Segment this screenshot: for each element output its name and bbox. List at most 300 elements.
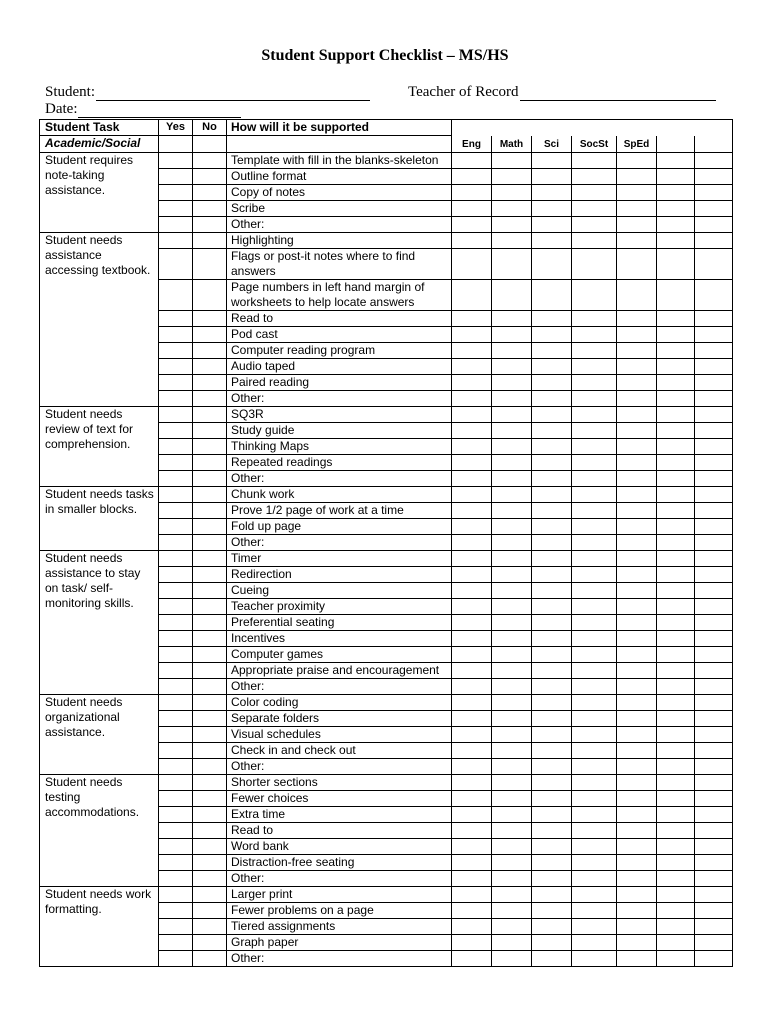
subject-check-cell[interactable] — [695, 216, 733, 232]
subject-check-cell[interactable] — [657, 614, 695, 630]
subject-check-cell[interactable] — [452, 934, 492, 950]
subject-check-cell[interactable] — [452, 326, 492, 342]
no-checkbox-cell[interactable] — [193, 486, 227, 502]
no-checkbox-cell[interactable] — [193, 806, 227, 822]
subject-check-cell[interactable] — [572, 822, 617, 838]
subject-check-cell[interactable] — [532, 598, 572, 614]
subject-check-cell[interactable] — [695, 822, 733, 838]
subject-check-cell[interactable] — [492, 806, 532, 822]
yes-checkbox-cell[interactable] — [159, 758, 193, 774]
yes-checkbox-cell[interactable] — [159, 200, 193, 216]
subject-check-cell[interactable] — [695, 406, 733, 422]
yes-checkbox-cell[interactable] — [159, 870, 193, 886]
yes-checkbox-cell[interactable] — [159, 614, 193, 630]
yes-checkbox-cell[interactable] — [159, 886, 193, 902]
subject-check-cell[interactable] — [492, 694, 532, 710]
yes-checkbox-cell[interactable] — [159, 550, 193, 566]
subject-check-cell[interactable] — [695, 438, 733, 454]
subject-check-cell[interactable] — [492, 902, 532, 918]
subject-check-cell[interactable] — [572, 422, 617, 438]
subject-check-cell[interactable] — [452, 358, 492, 374]
no-checkbox-cell[interactable] — [193, 438, 227, 454]
subject-check-cell[interactable] — [572, 582, 617, 598]
subject-check-cell[interactable] — [695, 854, 733, 870]
subject-check-cell[interactable] — [572, 342, 617, 358]
subject-check-cell[interactable] — [572, 518, 617, 534]
subject-check-cell[interactable] — [617, 662, 657, 678]
subject-check-cell[interactable] — [657, 406, 695, 422]
no-checkbox-cell[interactable] — [193, 152, 227, 168]
subject-check-cell[interactable] — [695, 310, 733, 326]
subject-check-cell[interactable] — [452, 232, 492, 248]
subject-check-cell[interactable] — [492, 326, 532, 342]
subject-check-cell[interactable] — [452, 902, 492, 918]
student-field[interactable] — [45, 84, 370, 101]
subject-check-cell[interactable] — [452, 630, 492, 646]
subject-check-cell[interactable] — [492, 886, 532, 902]
yes-checkbox-cell[interactable] — [159, 582, 193, 598]
subject-check-cell[interactable] — [532, 902, 572, 918]
subject-check-cell[interactable] — [452, 454, 492, 470]
subject-check-cell[interactable] — [572, 248, 617, 279]
subject-check-cell[interactable] — [657, 374, 695, 390]
subject-check-cell[interactable] — [657, 886, 695, 902]
subject-check-cell[interactable] — [572, 454, 617, 470]
subject-check-cell[interactable] — [695, 790, 733, 806]
subject-check-cell[interactable] — [657, 534, 695, 550]
subject-check-cell[interactable] — [492, 742, 532, 758]
subject-check-cell[interactable] — [617, 486, 657, 502]
no-checkbox-cell[interactable] — [193, 726, 227, 742]
subject-check-cell[interactable] — [452, 742, 492, 758]
subject-check-cell[interactable] — [572, 710, 617, 726]
subject-check-cell[interactable] — [452, 184, 492, 200]
subject-check-cell[interactable] — [695, 470, 733, 486]
subject-check-cell[interactable] — [695, 774, 733, 790]
no-checkbox-cell[interactable] — [193, 534, 227, 550]
subject-check-cell[interactable] — [695, 184, 733, 200]
subject-check-cell[interactable] — [617, 790, 657, 806]
subject-check-cell[interactable] — [492, 486, 532, 502]
yes-checkbox-cell[interactable] — [159, 486, 193, 502]
date-field[interactable] — [45, 101, 241, 118]
subject-check-cell[interactable] — [617, 774, 657, 790]
subject-check-cell[interactable] — [572, 534, 617, 550]
no-checkbox-cell[interactable] — [193, 934, 227, 950]
yes-checkbox-cell[interactable] — [159, 216, 193, 232]
subject-check-cell[interactable] — [617, 390, 657, 406]
subject-check-cell[interactable] — [492, 726, 532, 742]
subject-check-cell[interactable] — [617, 216, 657, 232]
subject-check-cell[interactable] — [657, 678, 695, 694]
no-checkbox-cell[interactable] — [193, 358, 227, 374]
subject-check-cell[interactable] — [657, 758, 695, 774]
subject-check-cell[interactable] — [492, 232, 532, 248]
no-checkbox-cell[interactable] — [193, 232, 227, 248]
subject-check-cell[interactable] — [572, 566, 617, 582]
subject-check-cell[interactable] — [695, 502, 733, 518]
subject-check-cell[interactable] — [695, 374, 733, 390]
subject-check-cell[interactable] — [617, 232, 657, 248]
subject-check-cell[interactable] — [532, 838, 572, 854]
subject-check-cell[interactable] — [532, 550, 572, 566]
subject-check-cell[interactable] — [452, 662, 492, 678]
subject-check-cell[interactable] — [532, 710, 572, 726]
subject-check-cell[interactable] — [532, 502, 572, 518]
no-checkbox-cell[interactable] — [193, 518, 227, 534]
subject-check-cell[interactable] — [572, 390, 617, 406]
yes-checkbox-cell[interactable] — [159, 950, 193, 966]
subject-check-cell[interactable] — [532, 486, 572, 502]
no-checkbox-cell[interactable] — [193, 918, 227, 934]
no-checkbox-cell[interactable] — [193, 310, 227, 326]
yes-checkbox-cell[interactable] — [159, 710, 193, 726]
subject-check-cell[interactable] — [492, 310, 532, 326]
subject-check-cell[interactable] — [657, 598, 695, 614]
subject-check-cell[interactable] — [492, 550, 532, 566]
no-checkbox-cell[interactable] — [193, 342, 227, 358]
subject-check-cell[interactable] — [657, 566, 695, 582]
subject-check-cell[interactable] — [452, 806, 492, 822]
subject-check-cell[interactable] — [572, 374, 617, 390]
subject-check-cell[interactable] — [452, 774, 492, 790]
subject-check-cell[interactable] — [452, 598, 492, 614]
subject-check-cell[interactable] — [657, 184, 695, 200]
subject-check-cell[interactable] — [532, 358, 572, 374]
no-checkbox-cell[interactable] — [193, 790, 227, 806]
subject-check-cell[interactable] — [532, 422, 572, 438]
subject-check-cell[interactable] — [492, 390, 532, 406]
subject-check-cell[interactable] — [657, 248, 695, 279]
subject-check-cell[interactable] — [492, 248, 532, 279]
subject-check-cell[interactable] — [657, 726, 695, 742]
subject-check-cell[interactable] — [492, 774, 532, 790]
subject-check-cell[interactable] — [452, 582, 492, 598]
no-checkbox-cell[interactable] — [193, 279, 227, 310]
subject-check-cell[interactable] — [617, 422, 657, 438]
subject-check-cell[interactable] — [617, 566, 657, 582]
subject-check-cell[interactable] — [532, 694, 572, 710]
subject-check-cell[interactable] — [695, 870, 733, 886]
subject-check-cell[interactable] — [695, 710, 733, 726]
subject-check-cell[interactable] — [452, 694, 492, 710]
subject-check-cell[interactable] — [452, 870, 492, 886]
subject-check-cell[interactable] — [532, 200, 572, 216]
subject-check-cell[interactable] — [617, 342, 657, 358]
subject-check-cell[interactable] — [572, 902, 617, 918]
subject-check-cell[interactable] — [492, 646, 532, 662]
subject-check-cell[interactable] — [657, 662, 695, 678]
subject-check-cell[interactable] — [617, 870, 657, 886]
subject-check-cell[interactable] — [695, 598, 733, 614]
subject-check-cell[interactable] — [617, 168, 657, 184]
no-checkbox-cell[interactable] — [193, 422, 227, 438]
subject-check-cell[interactable] — [695, 662, 733, 678]
subject-check-cell[interactable] — [617, 598, 657, 614]
subject-check-cell[interactable] — [452, 854, 492, 870]
no-checkbox-cell[interactable] — [193, 550, 227, 566]
subject-check-cell[interactable] — [532, 279, 572, 310]
subject-check-cell[interactable] — [657, 630, 695, 646]
subject-check-cell[interactable] — [617, 358, 657, 374]
subject-check-cell[interactable] — [532, 582, 572, 598]
subject-check-cell[interactable] — [617, 502, 657, 518]
yes-checkbox-cell[interactable] — [159, 806, 193, 822]
subject-check-cell[interactable] — [617, 200, 657, 216]
yes-checkbox-cell[interactable] — [159, 374, 193, 390]
yes-checkbox-cell[interactable] — [159, 822, 193, 838]
subject-check-cell[interactable] — [657, 902, 695, 918]
subject-check-cell[interactable] — [695, 694, 733, 710]
yes-checkbox-cell[interactable] — [159, 518, 193, 534]
subject-check-cell[interactable] — [452, 248, 492, 279]
subject-check-cell[interactable] — [657, 390, 695, 406]
subject-check-cell[interactable] — [617, 582, 657, 598]
subject-check-cell[interactable] — [695, 168, 733, 184]
subject-check-cell[interactable] — [657, 806, 695, 822]
no-checkbox-cell[interactable] — [193, 248, 227, 279]
subject-check-cell[interactable] — [492, 406, 532, 422]
yes-checkbox-cell[interactable] — [159, 248, 193, 279]
subject-check-cell[interactable] — [695, 646, 733, 662]
subject-check-cell[interactable] — [695, 886, 733, 902]
subject-check-cell[interactable] — [572, 662, 617, 678]
subject-check-cell[interactable] — [617, 822, 657, 838]
subject-check-cell[interactable] — [572, 279, 617, 310]
subject-check-cell[interactable] — [617, 518, 657, 534]
subject-check-cell[interactable] — [657, 710, 695, 726]
no-checkbox-cell[interactable] — [193, 502, 227, 518]
subject-check-cell[interactable] — [695, 902, 733, 918]
subject-check-cell[interactable] — [532, 630, 572, 646]
subject-check-cell[interactable] — [695, 934, 733, 950]
subject-check-cell[interactable] — [492, 854, 532, 870]
subject-check-cell[interactable] — [452, 534, 492, 550]
subject-check-cell[interactable] — [532, 758, 572, 774]
subject-check-cell[interactable] — [532, 806, 572, 822]
subject-check-cell[interactable] — [532, 534, 572, 550]
subject-check-cell[interactable] — [572, 232, 617, 248]
subject-check-cell[interactable] — [617, 438, 657, 454]
yes-checkbox-cell[interactable] — [159, 438, 193, 454]
subject-check-cell[interactable] — [492, 184, 532, 200]
yes-checkbox-cell[interactable] — [159, 342, 193, 358]
subject-check-cell[interactable] — [452, 678, 492, 694]
subject-check-cell[interactable] — [452, 374, 492, 390]
subject-check-cell[interactable] — [572, 630, 617, 646]
subject-check-cell[interactable] — [695, 279, 733, 310]
subject-check-cell[interactable] — [532, 406, 572, 422]
subject-check-cell[interactable] — [452, 390, 492, 406]
subject-check-cell[interactable] — [452, 918, 492, 934]
subject-check-cell[interactable] — [695, 248, 733, 279]
subject-check-cell[interactable] — [617, 152, 657, 168]
subject-check-cell[interactable] — [572, 470, 617, 486]
subject-check-cell[interactable] — [452, 646, 492, 662]
subject-check-cell[interactable] — [695, 232, 733, 248]
subject-check-cell[interactable] — [617, 534, 657, 550]
subject-check-cell[interactable] — [452, 518, 492, 534]
subject-check-cell[interactable] — [452, 168, 492, 184]
subject-check-cell[interactable] — [657, 200, 695, 216]
no-checkbox-cell[interactable] — [193, 678, 227, 694]
subject-check-cell[interactable] — [617, 614, 657, 630]
subject-check-cell[interactable] — [657, 279, 695, 310]
subject-check-cell[interactable] — [572, 614, 617, 630]
subject-check-cell[interactable] — [492, 374, 532, 390]
subject-check-cell[interactable] — [617, 454, 657, 470]
subject-check-cell[interactable] — [492, 582, 532, 598]
subject-check-cell[interactable] — [492, 662, 532, 678]
subject-check-cell[interactable] — [617, 902, 657, 918]
subject-check-cell[interactable] — [492, 630, 532, 646]
subject-check-cell[interactable] — [617, 630, 657, 646]
no-checkbox-cell[interactable] — [193, 838, 227, 854]
subject-check-cell[interactable] — [572, 950, 617, 966]
subject-check-cell[interactable] — [492, 216, 532, 232]
yes-checkbox-cell[interactable] — [159, 902, 193, 918]
subject-check-cell[interactable] — [572, 758, 617, 774]
subject-check-cell[interactable] — [572, 598, 617, 614]
yes-checkbox-cell[interactable] — [159, 598, 193, 614]
no-checkbox-cell[interactable] — [193, 614, 227, 630]
subject-check-cell[interactable] — [657, 742, 695, 758]
subject-check-cell[interactable] — [657, 152, 695, 168]
subject-check-cell[interactable] — [695, 454, 733, 470]
subject-check-cell[interactable] — [532, 390, 572, 406]
no-checkbox-cell[interactable] — [193, 822, 227, 838]
yes-checkbox-cell[interactable] — [159, 726, 193, 742]
subject-check-cell[interactable] — [695, 742, 733, 758]
no-checkbox-cell[interactable] — [193, 630, 227, 646]
subject-check-cell[interactable] — [452, 342, 492, 358]
subject-check-cell[interactable] — [617, 374, 657, 390]
yes-checkbox-cell[interactable] — [159, 566, 193, 582]
yes-checkbox-cell[interactable] — [159, 279, 193, 310]
subject-check-cell[interactable] — [452, 790, 492, 806]
subject-check-cell[interactable] — [452, 726, 492, 742]
no-checkbox-cell[interactable] — [193, 710, 227, 726]
subject-check-cell[interactable] — [657, 502, 695, 518]
yes-checkbox-cell[interactable] — [159, 326, 193, 342]
subject-check-cell[interactable] — [532, 566, 572, 582]
subject-check-cell[interactable] — [532, 790, 572, 806]
subject-check-cell[interactable] — [572, 854, 617, 870]
subject-check-cell[interactable] — [572, 838, 617, 854]
subject-check-cell[interactable] — [572, 918, 617, 934]
subject-check-cell[interactable] — [452, 758, 492, 774]
subject-check-cell[interactable] — [695, 152, 733, 168]
subject-check-cell[interactable] — [452, 152, 492, 168]
subject-check-cell[interactable] — [657, 518, 695, 534]
subject-check-cell[interactable] — [657, 838, 695, 854]
subject-check-cell[interactable] — [657, 438, 695, 454]
no-checkbox-cell[interactable] — [193, 886, 227, 902]
no-checkbox-cell[interactable] — [193, 216, 227, 232]
subject-check-cell[interactable] — [657, 310, 695, 326]
subject-check-cell[interactable] — [695, 358, 733, 374]
subject-check-cell[interactable] — [492, 614, 532, 630]
subject-check-cell[interactable] — [492, 598, 532, 614]
subject-check-cell[interactable] — [492, 870, 532, 886]
subject-check-cell[interactable] — [617, 854, 657, 870]
subject-check-cell[interactable] — [452, 886, 492, 902]
subject-check-cell[interactable] — [492, 200, 532, 216]
subject-check-cell[interactable] — [695, 758, 733, 774]
subject-check-cell[interactable] — [617, 406, 657, 422]
subject-check-cell[interactable] — [492, 422, 532, 438]
subject-check-cell[interactable] — [452, 406, 492, 422]
no-checkbox-cell[interactable] — [193, 168, 227, 184]
subject-check-cell[interactable] — [657, 550, 695, 566]
subject-check-cell[interactable] — [572, 486, 617, 502]
subject-check-cell[interactable] — [617, 470, 657, 486]
subject-check-cell[interactable] — [695, 326, 733, 342]
yes-checkbox-cell[interactable] — [159, 390, 193, 406]
subject-check-cell[interactable] — [452, 438, 492, 454]
subject-check-cell[interactable] — [532, 742, 572, 758]
subject-check-cell[interactable] — [492, 470, 532, 486]
no-checkbox-cell[interactable] — [193, 902, 227, 918]
no-checkbox-cell[interactable] — [193, 774, 227, 790]
subject-check-cell[interactable] — [695, 534, 733, 550]
subject-check-cell[interactable] — [452, 486, 492, 502]
subject-check-cell[interactable] — [617, 934, 657, 950]
subject-check-cell[interactable] — [492, 758, 532, 774]
yes-checkbox-cell[interactable] — [159, 918, 193, 934]
subject-check-cell[interactable] — [532, 822, 572, 838]
teacher-field[interactable] — [408, 84, 716, 101]
subject-check-cell[interactable] — [657, 870, 695, 886]
subject-check-cell[interactable] — [695, 918, 733, 934]
subject-check-cell[interactable] — [657, 486, 695, 502]
subject-check-cell[interactable] — [572, 502, 617, 518]
subject-check-cell[interactable] — [492, 358, 532, 374]
subject-check-cell[interactable] — [572, 790, 617, 806]
no-checkbox-cell[interactable] — [193, 406, 227, 422]
subject-check-cell[interactable] — [617, 310, 657, 326]
subject-check-cell[interactable] — [532, 184, 572, 200]
subject-check-cell[interactable] — [617, 918, 657, 934]
subject-check-cell[interactable] — [572, 200, 617, 216]
subject-check-cell[interactable] — [452, 200, 492, 216]
subject-check-cell[interactable] — [452, 614, 492, 630]
subject-check-cell[interactable] — [572, 886, 617, 902]
subject-check-cell[interactable] — [695, 486, 733, 502]
subject-check-cell[interactable] — [452, 310, 492, 326]
subject-check-cell[interactable] — [657, 774, 695, 790]
subject-check-cell[interactable] — [492, 950, 532, 966]
no-checkbox-cell[interactable] — [193, 758, 227, 774]
subject-check-cell[interactable] — [572, 726, 617, 742]
subject-check-cell[interactable] — [492, 168, 532, 184]
subject-check-cell[interactable] — [492, 710, 532, 726]
subject-check-cell[interactable] — [452, 470, 492, 486]
subject-check-cell[interactable] — [532, 216, 572, 232]
yes-checkbox-cell[interactable] — [159, 232, 193, 248]
subject-check-cell[interactable] — [492, 838, 532, 854]
subject-check-cell[interactable] — [492, 918, 532, 934]
subject-check-cell[interactable] — [695, 422, 733, 438]
subject-check-cell[interactable] — [695, 678, 733, 694]
yes-checkbox-cell[interactable] — [159, 422, 193, 438]
subject-check-cell[interactable] — [657, 232, 695, 248]
subject-check-cell[interactable] — [617, 806, 657, 822]
yes-checkbox-cell[interactable] — [159, 168, 193, 184]
subject-check-cell[interactable] — [492, 678, 532, 694]
subject-check-cell[interactable] — [617, 742, 657, 758]
subject-check-cell[interactable] — [572, 678, 617, 694]
